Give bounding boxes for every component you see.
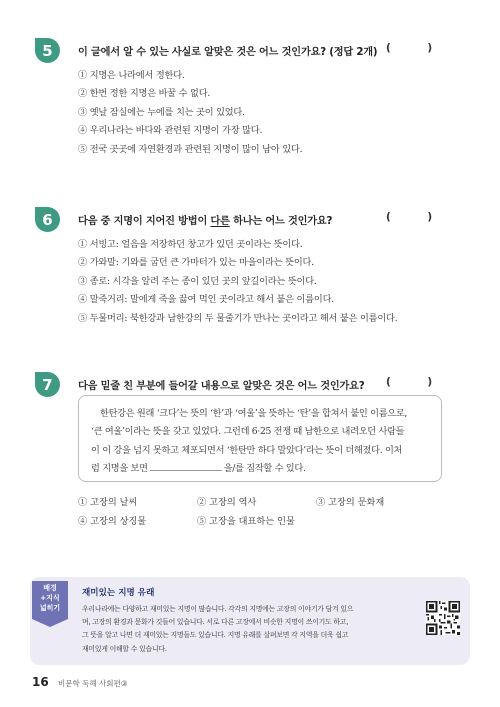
question-number-badge-icon [34,206,61,233]
question-text [78,212,332,227]
answer-blank[interactable]: ( ) [386,211,433,223]
qr-code-icon[interactable] [426,601,460,635]
question-text-pre: 다음 중 지명이 지어진 방법이 [78,216,211,227]
question-text-post: 하나는 어느 것인가요? [229,216,333,227]
info-body [82,603,417,656]
option-2[interactable]: ② 한번 정한 지명은 바꿀 수 없다. [78,88,211,100]
page-number: 16 [32,675,49,689]
info-line: 우리나라에는 다양하고 재미있는 지명이 많습니다. 각각의 지명에는 고장의 이야기가 담겨 있으 [82,605,354,613]
option-5[interactable]: ⑤ 고장을 대표하는 인물 [197,516,295,527]
book-title: 비문학 독해 사회편③ [58,679,128,688]
question-6 [34,206,474,324]
question-5-header [34,37,474,63]
question-number-badge-icon [34,371,61,398]
option-3[interactable]: ③ 종로: 시각을 알려 주는 종이 있던 곳의 앞길이라는 뜻이다. [78,275,317,287]
option-3[interactable]: ③ 고장의 문화재 [316,497,385,508]
question-5 [34,37,474,155]
options-list [78,67,302,159]
tag-line: +지식 [40,594,60,602]
question-number-badge-icon [34,37,61,64]
question-number: 6 [42,211,53,229]
question-text: 다음 밑줄 친 부분에 들어갈 내용으로 알맞은 것은 어느 것인가요? [78,381,365,392]
passage-line: 이 이 강을 넘지 못하고 체포되면서 ‘한탄만 하다 말았다’라는 뜻이 더해졌다. 이처 [91,444,403,456]
question-number: 7 [42,376,53,394]
answer-blank[interactable]: ( ) [386,42,433,54]
tag-line: 배경 [43,584,57,592]
passage-line: ‘큰 여울’이라는 뜻을 갖고 있었다. 그런데 6·25 전쟁 때 남한으로 내려오던 사람들 [91,426,405,438]
question-number: 5 [42,42,53,60]
passage-last-post: 을/를 짐작할 수 있다. [223,463,306,475]
info-title: 재미있는 지명 유래 [82,588,155,598]
question-6-header [34,206,474,232]
option-4[interactable]: ④ 우리나라는 바다와 관련된 지명이 가장 많다. [78,125,263,137]
option-4[interactable]: ④ 고장의 상징물 [78,516,147,527]
answer-blank[interactable]: ( ) [386,376,433,388]
info-line: 며, 고장의 환경과 문화가 깃들어 있습니다. 서로 다른 고장에서 비슷한 지명이 쓰이기도 하고, [82,618,349,627]
option-3[interactable]: ③ 옛날 잠실에는 누에를 치는 곳이 있었다. [78,106,245,118]
option-1[interactable]: ① 지명은 나라에서 정한다. [78,70,185,81]
option-2[interactable]: ② 고장의 역사 [197,497,257,508]
tag-line: 넓히기 [39,604,61,612]
question-7 [34,371,474,397]
background-knowledge-box [30,577,470,665]
info-line: 재미있게 이해할 수 있습니다. [82,644,167,653]
option-4[interactable]: ④ 말죽거리: 말에게 죽을 끓여 먹인 곳이라고 해서 붙은 이름이다. [78,294,334,306]
info-line: 그 뜻을 알고 나면 더 재미있는 지명들도 있습니다. 지명 유래를 살펴보면 각 지역을 더욱 쉽고 [82,631,349,640]
option-1[interactable]: ① 고장의 날씨 [78,497,138,508]
options-list [78,236,397,328]
fill-in-blank [150,461,222,471]
passage-box [78,395,442,482]
question-7-header [34,371,474,397]
passage-line: 한탄강은 원래 ‘크다’는 뜻의 ‘한’과 ‘여울’을 뜻하는 ‘탄’을 합쳐서 붙인 이름으로, [100,408,408,419]
question-text: 이 글에서 알 수 있는 사실로 알맞은 것은 어느 것인가요? (정답 2개) [78,47,378,58]
passage-last-pre: 럼 지명을 보면 [91,463,148,475]
question-text-underlined: 다른 [210,216,230,227]
knowledge-tag-icon [30,579,70,629]
passage-line [91,460,429,478]
option-5[interactable]: ⑤ 두물머리: 북한강과 남한강의 두 물줄기가 만나는 곳이라고 해서 붙은 이름이다. [78,312,398,324]
option-1[interactable]: ① 서빙고: 얼음을 저장하던 창고가 있던 곳이라는 뜻이다. [78,239,303,250]
knowledge-tag-label [30,583,70,613]
option-5[interactable]: ⑤ 전국 곳곳에 자연환경과 관련된 지명이 많이 남아 있다. [78,143,303,155]
option-2[interactable]: ② 가와말: 기와를 굽던 큰 가마터가 있는 마을이라는 뜻이다. [78,257,314,269]
